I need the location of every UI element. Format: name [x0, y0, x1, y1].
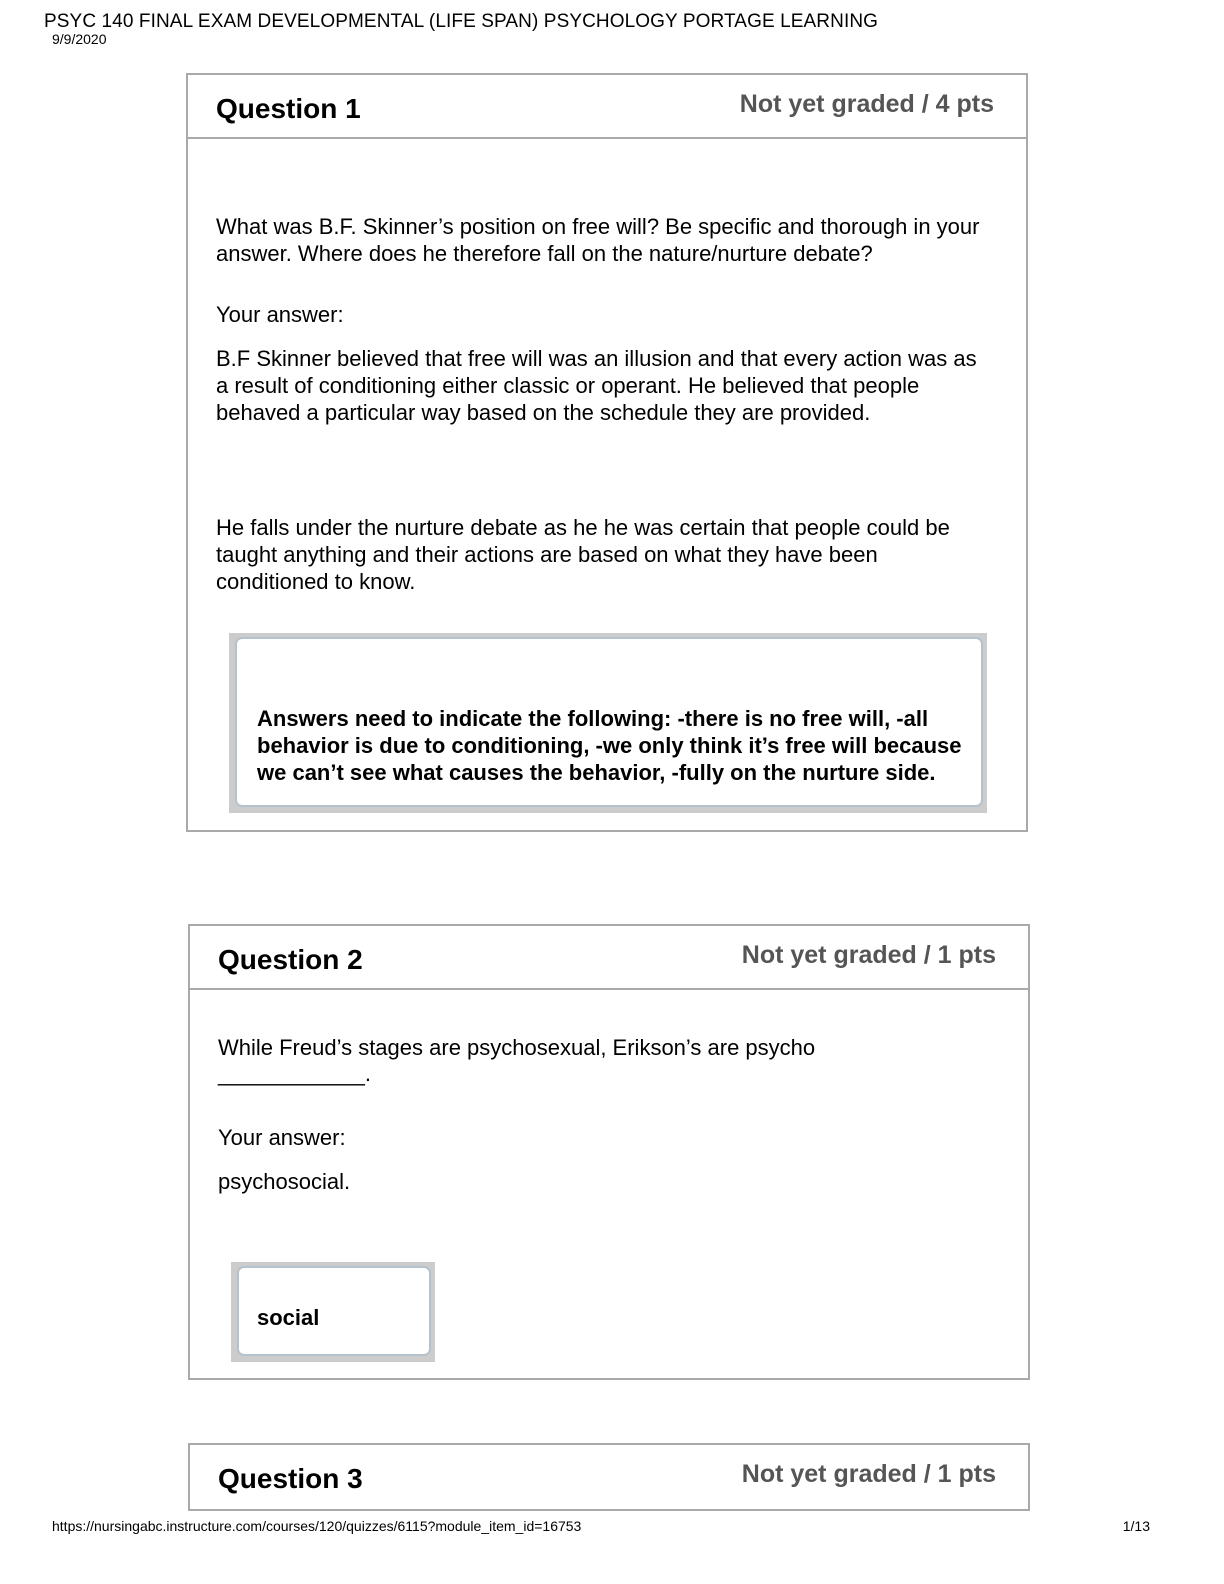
correct-answer-text: social — [257, 1305, 320, 1330]
correct-answer-text: Answers need to indicate the following: -there is no free will, -all behavior is due to conditioning, -we only think it’s free will because we can’t see what causes the behavior, -fully on the nurture side. — [257, 706, 962, 785]
question-prompt: What was B.F. Skinner’s position on free will? Be specific and thorough in your answer. Where does he therefore fall on the nature/nurture debate? — [216, 214, 980, 266]
question-title: Question 1 — [216, 93, 361, 124]
question-header — [190, 926, 1028, 990]
question-prompt: While Freud’s stages are psychosexual, Erikson’s are psycho — [218, 1035, 816, 1060]
page-number: 1/13 — [1122, 1518, 1150, 1534]
question-prompt-blank: ____________. — [218, 1061, 371, 1086]
question-card-3 — [188, 1443, 1030, 1511]
correct-answer-panel — [235, 637, 983, 807]
student-answer-paragraph: B.F Skinner believed that free will was an illusion and that every action was as a result of conditioning either classic or operant. He believed that people behaved a particular way based on the schedule they are provided. — [216, 346, 977, 425]
question-title: Question 2 — [218, 944, 363, 975]
document-date: 9/9/2020 — [52, 31, 107, 47]
student-answer: psychosocial. — [218, 1169, 351, 1194]
question-header — [190, 1445, 1028, 1509]
question-points: Not yet graded / 4 pts — [739, 90, 994, 118]
question-points: Not yet graded / 1 pts — [741, 941, 996, 969]
your-answer-label: Your answer: — [218, 1125, 346, 1150]
footer-url: https://nursingabc.instructure.com/courses/120/quizzes/6115?module_item_id=16753 — [52, 1518, 582, 1534]
question-title: Question 3 — [218, 1463, 363, 1494]
question-points: Not yet graded / 1 pts — [741, 1460, 996, 1488]
correct-answer-box — [231, 1262, 435, 1362]
your-answer-label: Your answer: — [216, 302, 344, 327]
student-answer-paragraph: He falls under the nurture debate as he he was certain that people could be taught anything and their actions are based on what they have been conditioned to know. — [216, 515, 950, 594]
question-header — [188, 75, 1026, 139]
document-title: PSYC 140 FINAL EXAM DEVELOPMENTAL (LIFE SPAN) PSYCHOLOGY PORTAGE LEARNING — [44, 11, 879, 32]
question-card-2 — [188, 924, 1030, 1380]
question-card-1 — [186, 73, 1028, 832]
correct-answer-box — [229, 633, 987, 813]
correct-answer-panel — [237, 1266, 431, 1356]
